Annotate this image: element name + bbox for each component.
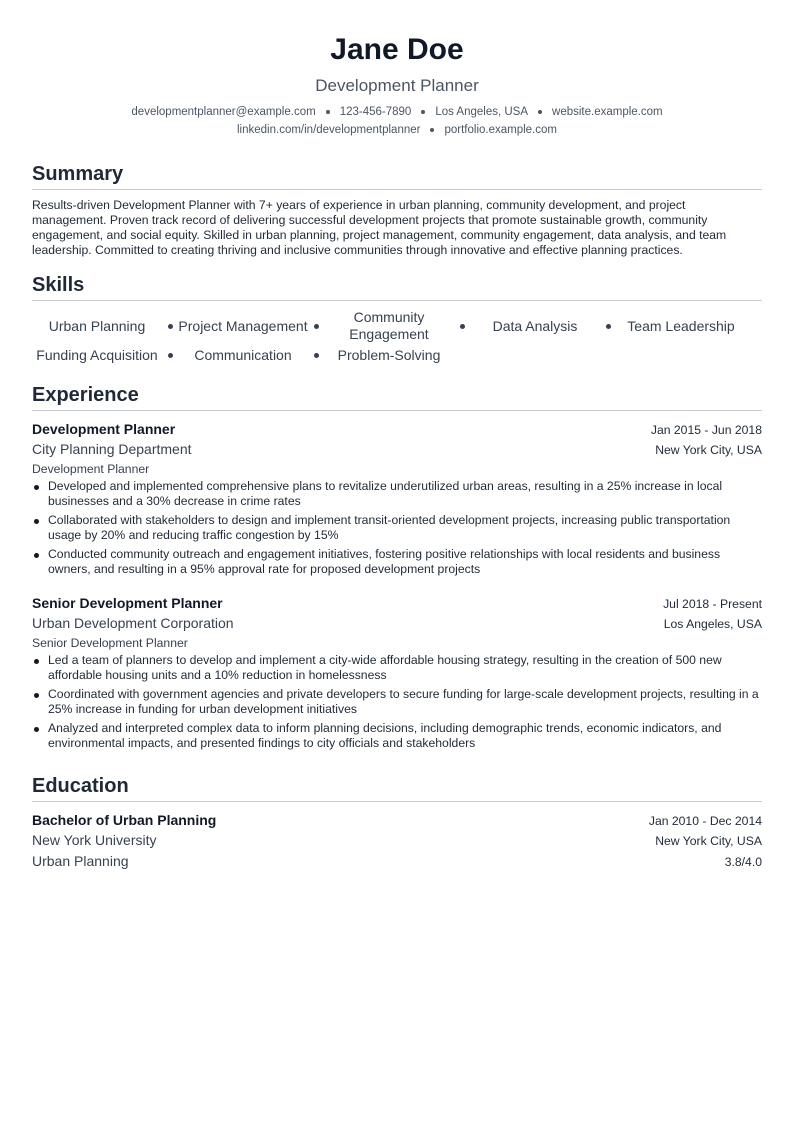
skills-heading: Skills [32, 272, 762, 301]
job-organization: City Planning Department [32, 441, 192, 457]
separator-dot-icon [538, 110, 542, 114]
skill-item: Urban Planning [48, 317, 146, 334]
skill-item: Communication [194, 347, 292, 363]
job-dates: Jan 2015 - Jun 2018 [650, 423, 762, 437]
job-org-row [32, 613, 762, 634]
separator-dot-icon [430, 128, 434, 132]
bullet-dot-icon [454, 324, 470, 329]
summary-section [32, 161, 762, 258]
skills-row-1 [32, 309, 762, 343]
list-item: Collaborated with stakeholders to design and implement transit-oriented development projects, increasing public transportation usage by 20% and reducing traffic congestion by 15% [32, 513, 762, 543]
summary-text: Results-driven Development Planner with 7+ years of experience in urban planning, community development, and project management. Proven track record of delivering successful development projects that promote sustainable growth, community engagement, and social equity. Skilled in urban planning, project management, community engagement, data analysis, and team leadership. Committed to creating thriving and inclusive communities through innovative and effective planning practices. [32, 198, 727, 257]
list-item: Developed and implemented comprehensive plans to revitalize underutilized urban areas, resulting in a 25% increase in local businesses and a 30% decrease in crime rates [32, 479, 762, 509]
contact-info [32, 103, 762, 139]
field-row [32, 851, 762, 872]
candidate-title: Development Planner [315, 76, 479, 95]
education-entry [32, 810, 762, 872]
contact-portfolio[interactable]: portfolio.example.com [444, 124, 557, 136]
degree-name: Bachelor of Urban Planning [32, 812, 217, 828]
list-item: Coordinated with government agencies and private developers to secure funding for large-scale development projects, resulting in a 25% increase in funding for urban development initiatives [32, 687, 762, 717]
list-item: Conducted community outreach and engagement initiatives, fostering positive relationships with local residents and business owners, and resulting in a 95% approval rate for proposed development projects [32, 547, 762, 577]
skill-item: Project Management [178, 317, 308, 334]
contact-phone[interactable]: 123-456-7890 [339, 106, 412, 118]
separator-dot-icon [421, 110, 425, 114]
job-title: Senior Development Planner [32, 595, 223, 611]
skill-item: Team Leadership [627, 317, 735, 334]
education-dates: Jan 2010 - Dec 2014 [648, 814, 762, 828]
field-of-study: Urban Planning [32, 853, 129, 869]
job-title: Development Planner [32, 421, 176, 437]
contact-email[interactable]: developmentplanner@example.com [131, 106, 316, 118]
skill-item: Problem-Solving [337, 347, 441, 363]
candidate-name: Jane Doe [330, 33, 464, 66]
resume-header [32, 0, 762, 139]
job-role: Development Planner [32, 462, 150, 476]
job-dates: Jul 2018 - Present [663, 597, 762, 611]
resume-page [32, 0, 762, 872]
job-bullets [32, 653, 762, 751]
degree-row [32, 810, 762, 830]
school-name: New York University [32, 832, 157, 848]
skills-section [32, 272, 762, 364]
job-org-row [32, 439, 762, 460]
bullet-dot-icon [162, 324, 178, 329]
contact-linkedin[interactable]: linkedin.com/in/developmentplanner [237, 124, 421, 136]
job-organization: Urban Development Corporation [32, 615, 234, 631]
job-location: New York City, USA [655, 443, 762, 457]
skill-item: Data Analysis [492, 317, 578, 334]
job-entry [32, 419, 762, 577]
education-section [32, 773, 762, 872]
bullet-dot-icon [308, 353, 324, 358]
bullet-dot-icon [308, 324, 324, 329]
experience-section [32, 382, 762, 751]
contact-location: Los Angeles, USA [435, 106, 529, 118]
school-location: New York City, USA [655, 834, 762, 848]
list-item: Analyzed and interpreted complex data to inform planning decisions, including demographic trends, economic indicators, and environmental impacts, and presented findings to city officials and stakeholders [32, 721, 762, 751]
job-entry [32, 593, 762, 751]
contact-website[interactable]: website.example.com [552, 106, 663, 118]
job-location: Los Angeles, USA [663, 617, 762, 631]
skills-row-2 [32, 347, 762, 364]
contact-row-1 [32, 103, 762, 121]
separator-dot-icon [326, 110, 330, 114]
contact-row-2 [32, 121, 762, 139]
summary-heading: Summary [32, 161, 762, 190]
job-bullets [32, 479, 762, 577]
list-item: Led a team of planners to develop and implement a city-wide affordable housing strategy, resulting in the creation of 500 new affordable housing units and a 10% reduction in homelessness [32, 653, 762, 683]
skill-item: Funding Acquisition [36, 347, 158, 363]
job-title-row [32, 419, 762, 439]
skills-list [32, 309, 762, 364]
job-role: Senior Development Planner [32, 636, 188, 650]
experience-heading: Experience [32, 382, 762, 411]
school-row [32, 830, 762, 851]
bullet-dot-icon [600, 324, 616, 329]
gpa: 3.8/4.0 [724, 855, 762, 869]
bullet-dot-icon [162, 353, 178, 358]
job-title-row [32, 593, 762, 613]
education-heading: Education [32, 773, 762, 802]
skill-item: Community Engagement [349, 309, 429, 342]
